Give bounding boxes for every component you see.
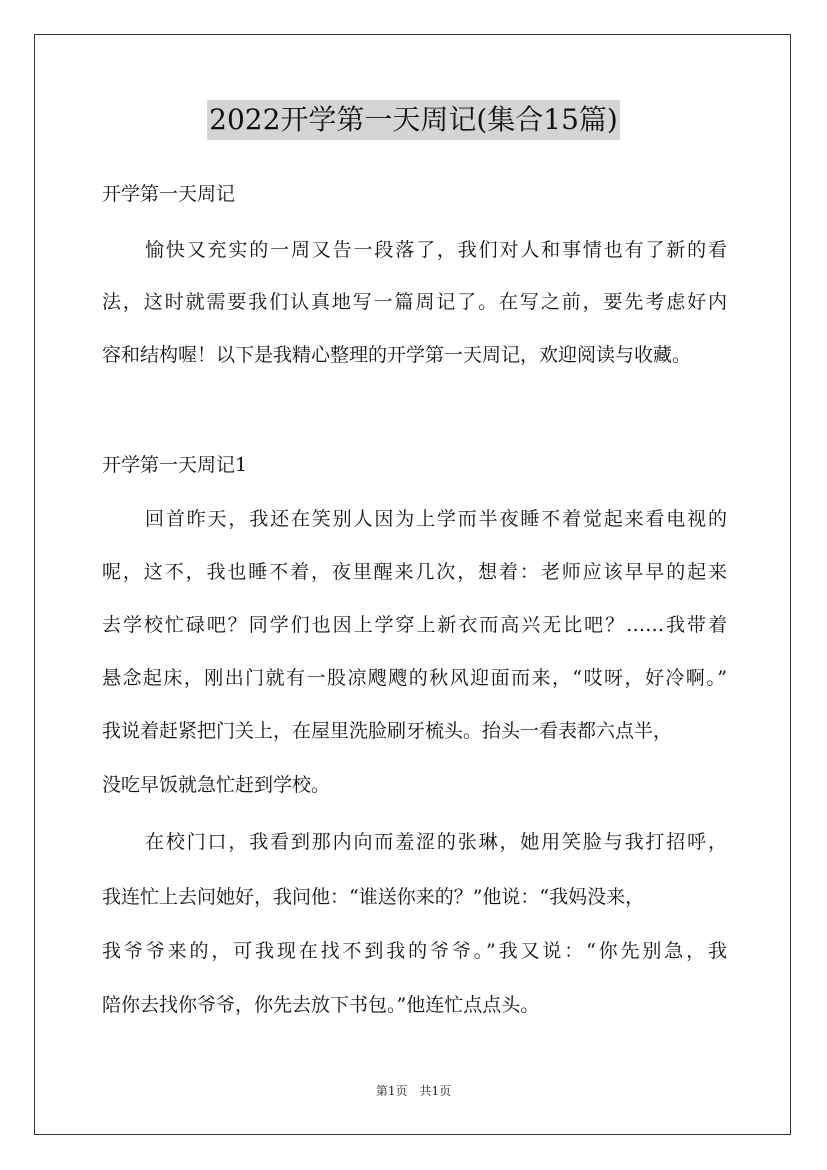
intro-line: 容和结构喔！以下是我精心整理的开学第一天周记，欢迎阅读与收藏。 — [102, 344, 692, 366]
page-number: 第1页 共1页 — [375, 1084, 452, 1098]
paragraph-line: 在校门口，我看到那内向而羞涩的张琳，她用笑脸与我打招呼， — [145, 831, 727, 853]
paragraph-line: 我连忙上去问她好，我问他：“谁送你来的？”他说：“我妈没来， — [102, 886, 645, 908]
document-title: 2022开学第一天周记(集合15篇) — [207, 100, 620, 140]
paragraph-line: 陪你去找你爷爷，你先去放下书包。”他连忙点点头。 — [102, 994, 540, 1016]
paragraph-line: 悬念起床，刚出门就有一股凉飕飕的秋风迎面而来，“哎呀，好冷啊。” — [102, 667, 727, 689]
section-heading: 开学第一天周记1 — [102, 454, 248, 476]
intro-heading: 开学第一天周记 — [102, 183, 236, 205]
title-container — [0, 100, 827, 140]
intro-line: 法，这时就需要我们认真地写一篇周记了。在写之前，要先考虑好内 — [102, 291, 727, 313]
paragraph-line: 没吃早饭就急忙赶到学校。 — [102, 774, 331, 796]
paragraph-line: 呢，这不，我也睡不着，夜里醒来几次，想着：老师应该早早的起来 — [102, 561, 727, 583]
paragraph-line: 去学校忙碌吧？同学们也因上学穿上新衣而高兴无比吧？……我带着 — [102, 614, 727, 636]
intro-line: 愉快又充实的一周又告一段落了，我们对人和事情也有了新的看 — [145, 239, 727, 261]
paragraph-line: 回首昨天，我还在笑别人因为上学而半夜睡不着觉起来看电视的 — [145, 508, 727, 530]
paragraph-line: 我说着赶紧把门关上，在屋里洗脸刷牙梳头。抬头一看表都六点半， — [102, 720, 673, 742]
paragraph-line: 我爷爷来的，可我现在找不到我的爷爷。”我又说：“你先别急，我 — [102, 940, 727, 962]
